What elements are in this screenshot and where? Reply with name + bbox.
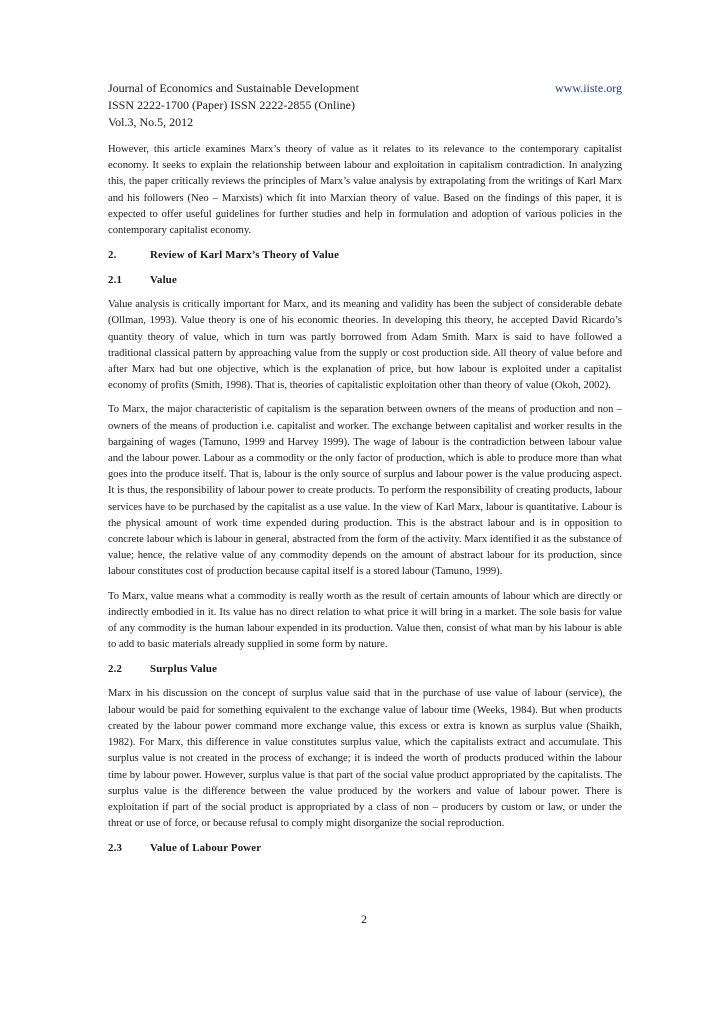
surplus-value-paragraph: Marx in his discussion on the concept of surplus value said that in the purchase of use value of labour (service), the labour would be paid for something equivalent to the exchange value of labour time (Weeks, 1984). But when products created by the labour power command more exchange value, this excess or extra is known as surplus value (Shaikh, 1982). For Marx, this difference in value constitutes surplus value, which the capitalists extract and accumulate. This surplus value is not created in the process of exchange; it is indeed the worth of products produced within the labour time by labour power. However, surplus value is that part of the social value product appropriated by the capitalists. The surplus value is the difference between the value produced by the workers and value of labour power. There is exploitation if part of the social product is appropriated by a class of non – producers by custom or law, or under the threat or use of force, or because refusal to comply might disorganize the social reproduction. (108, 688, 622, 830)
value-paragraph-1: Value analysis is critically important for Marx, and its meaning and validity has been the subject of considerable debate (Ollman, 1993). Value theory is one of his economic theories. In developing this theory, he accepted David Ricardo’s quantity theory of value, which in turn was partly borrowed from Adam Smith. Marx is said to have followed a traditional classical pattern by approaching value from the supply or cost production side. All theory of value before and after Marx had but one objective, which is the explanation of price, but how labour is exploited under a capitalist economy of profits (Smith, 1998). That is, theories of capitalistic exploitation other than theory of value (Okoh, 2002). (108, 299, 622, 392)
section-number: 2.2 (108, 663, 123, 676)
section-number: 2.1 (108, 274, 123, 287)
value-paragraph-2: To Marx, the major characteristic of capitalism is the separation between owners of the means of production and non – owners of the means of production i.e. capitalist and worker. The exchange between capitalist and worker results in the bargaining of wages (Tamuno, 1999 and Harvey 1999). The wage of labour is the contradiction between labour value and the labour power. Labour as a commodity or the only factor of production, which is able to produce more than what goes into the produce itself. That is, labour is the only source of surplus and labour power is the value producing aspect. It is thus, the responsibility of labour power to create products. To perform the responsibility of creating products, labour services have to be purchased by the capitalist as a use value. In the view of Karl Marx, labour is quantitative. Labour is the physical amount of work time expended during production. This is the abstract labour and is in opposition to concrete labour which is labour in general, abstracted from the form of the activity. Marx identified it as the substance of value; hence, the relative value of any commodity depends on the amount of abstract labour for its production, since labour constitutes cost of production because capital itself is a stored labour (Tamuno, 1999). (108, 404, 622, 578)
section-2-heading (108, 247, 622, 263)
section-title: Value (150, 274, 178, 287)
section-title: Value of Labour Power (150, 842, 262, 855)
section-title: Review of Karl Marx’s Theory of Value (150, 249, 340, 262)
page-number: 2 (361, 912, 367, 926)
section-2-1-heading (108, 272, 622, 288)
intro-paragraph: However, this article examines Marx’s theory of value as it relates to its relevance to the contemporary capitalist economy. It seeks to explain the relationship between labour and exploitation in capitalism contradiction. In analyzing this, the paper critically reviews the principles of Marx’s value analysis by extrapolating from the writings of Karl Marx and his followers (Neo – Marxists) which fit into Marxian theory of value. Based on the findings of this paper, it is expected to offer useful guidelines for further studies and help in formulation and adoption of various policies in the contemporary capitalist economy. (108, 144, 622, 237)
journal-url-link[interactable]: www.iiste.org (555, 81, 622, 95)
journal-header-row (108, 80, 622, 97)
issn-line: ISSN 2222-1700 (Paper) ISSN 2222-2855 (Online) (108, 98, 355, 112)
section-2-3-heading (108, 840, 622, 856)
section-2-2-heading (108, 661, 622, 677)
section-number: 2.3 (108, 842, 123, 855)
section-number: 2. (108, 249, 117, 262)
section-title: Surplus Value (150, 663, 218, 676)
document-page (108, 80, 622, 865)
volume-line: Vol.3, No.5, 2012 (108, 115, 194, 129)
journal-title: Journal of Economics and Sustainable Development (108, 81, 359, 95)
value-paragraph-3: To Marx, value means what a commodity is really worth as the result of certain amounts of labour which are directly or indirectly embodied in it. Its value has no direct relation to what price it will bring in a market. The sole basis for value of any commodity is the human labour expended in its production. Value then, consist of what man by his labour is able to add to basic materials already supplied in some form by nature. (108, 590, 622, 651)
